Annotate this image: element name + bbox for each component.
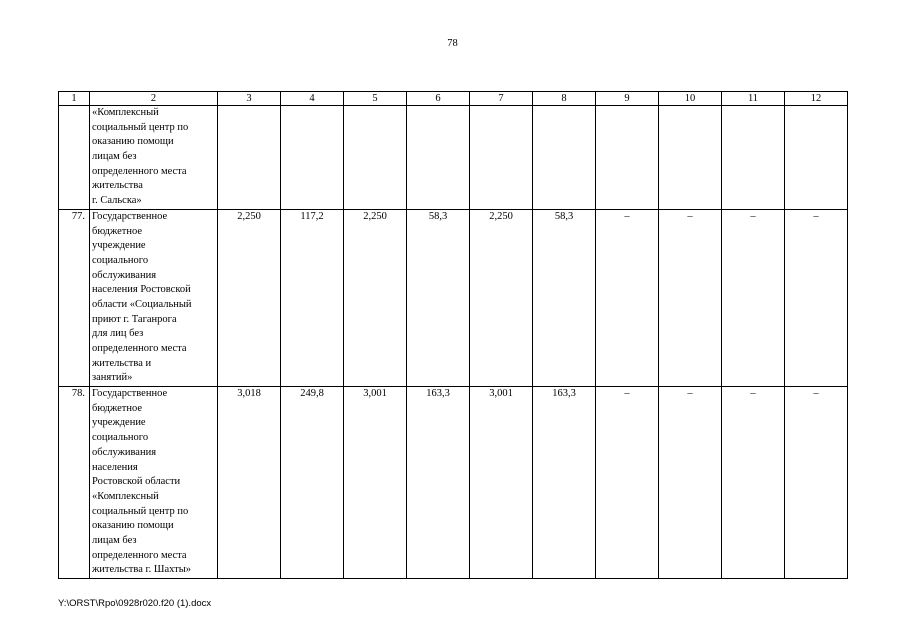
table-cell [533,106,596,210]
table-cell [785,106,848,210]
table-cell [596,106,659,210]
table-cell: 2,250 [344,209,407,386]
column-header: 5 [344,92,407,106]
column-header: 1 [59,92,90,106]
row-number: 78. [59,387,90,579]
table-cell [407,106,470,210]
table-cell: 3,018 [218,387,281,579]
column-header: 10 [659,92,722,106]
table-cell [344,106,407,210]
institution-name: «Комплексный социальный центр по оказанию помощи лицам без определенного места жительства г. Сальска» [90,106,218,210]
table-cell [218,106,281,210]
page-number: 78 [447,38,458,49]
table-cell [722,106,785,210]
column-header: 9 [596,92,659,106]
table-cell [281,106,344,210]
column-header: 8 [533,92,596,106]
table-cell: 58,3 [407,209,470,386]
table-cell: 58,3 [533,209,596,386]
table-cell: – [722,387,785,579]
row-number: 77. [59,209,90,386]
table-header-row [59,92,848,106]
table-cell: 117,2 [281,209,344,386]
table-cell: 249,8 [281,387,344,579]
institution-name: Государственное бюджетное учреждение социального обслуживания населения Ростовской области «Социальный приют г. Таганрога для лиц без определенного места жительства и занятий» [90,209,218,386]
table-cell: – [785,387,848,579]
column-header: 6 [407,92,470,106]
row-number [59,106,90,210]
data-table [58,91,848,579]
table-cell: – [659,209,722,386]
column-header: 2 [90,92,218,106]
table-cell [659,106,722,210]
table-cell [470,106,533,210]
file-path-footer: Y:\ORST\Rpo\0928r020.f20 (1).docx [58,598,212,609]
table-cell: 3,001 [344,387,407,579]
table-cell: – [596,209,659,386]
table-cell: 2,250 [470,209,533,386]
institution-name: Государственное бюджетное учреждение социального обслуживания населения Ростовской области «Комплексный социальный центр по оказанию помощи лицам без определенного места жительства г. Шахты» [90,387,218,579]
table-row [59,209,848,386]
table-cell: – [722,209,785,386]
table-cell: – [596,387,659,579]
table-row [59,106,848,210]
column-header: 11 [722,92,785,106]
column-header: 7 [470,92,533,106]
table-cell: 2,250 [218,209,281,386]
table-row [59,387,848,579]
column-header: 3 [218,92,281,106]
column-header: 4 [281,92,344,106]
table-cell: – [785,209,848,386]
table-cell: 163,3 [407,387,470,579]
table-cell: – [659,387,722,579]
column-header: 12 [785,92,848,106]
table-cell: 163,3 [533,387,596,579]
table-cell: 3,001 [470,387,533,579]
